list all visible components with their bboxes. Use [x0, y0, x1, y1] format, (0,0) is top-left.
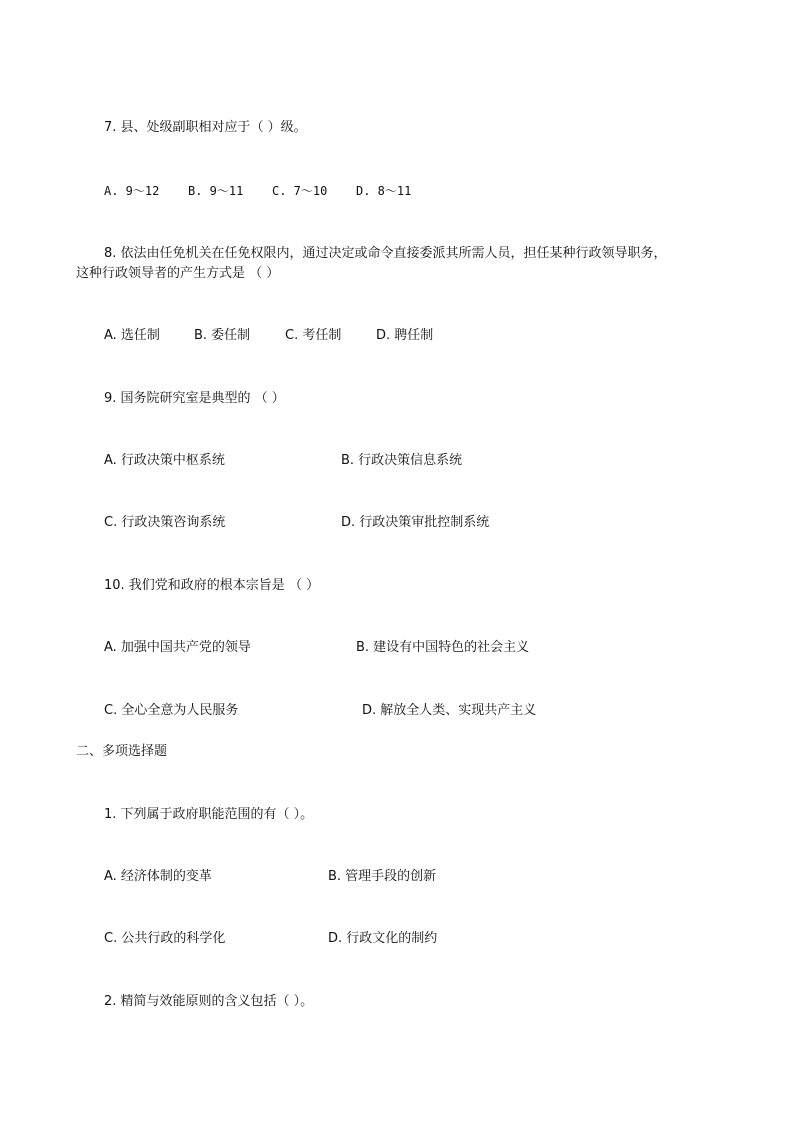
question-7-option-a: A. 9～12: [104, 184, 160, 198]
question-7-option-b: B. 9～11: [188, 184, 244, 198]
question-8-option-a: A. 选任制: [104, 328, 160, 343]
question-9-option-a: A. 行政决策中枢系统: [104, 453, 225, 468]
question-8-stem-line-2: 这种行政领导者的产生方式是 （ ）: [76, 266, 280, 281]
question-9-stem: 9. 国务院研究室是典型的 （ ）: [104, 391, 285, 406]
question-10-option-b: B. 建设有中国特色的社会主义: [356, 640, 530, 655]
question-8-option-b: B. 委任制: [194, 328, 251, 343]
multi-question-1-option-c: C. 公共行政的科学化: [104, 931, 226, 946]
question-9-option-b: B. 行政决策信息系统: [341, 453, 463, 468]
question-7-option-d: D. 8～11: [356, 184, 412, 198]
multi-question-2-stem: 2. 精简与效能原则的含义包括（ ）。: [104, 994, 314, 1009]
multi-question-1-stem: 1. 下列属于政府职能范围的有（ ）。: [104, 807, 314, 822]
question-10-option-c: C. 全心全意为人民服务: [104, 703, 239, 718]
multi-question-1-option-d: D. 行政文化的制约: [328, 931, 438, 946]
question-7-stem: 7. 县、处级副职相对应于（ ）级。: [104, 120, 307, 135]
multi-question-1-option-b: B. 管理手段的创新: [328, 869, 437, 884]
question-8-stem-line-1: 8. 依法由任免机关在任免权限内，通过决定或命令直接委派其所需人员，担任某种行政领导职务，: [104, 246, 667, 261]
question-10-option-a: A. 加强中国共产党的领导: [104, 640, 251, 655]
multi-question-1-option-a: A. 经济体制的变革: [104, 869, 212, 884]
question-8-option-d: D. 聘任制: [376, 328, 434, 343]
question-7-option-c: C. 7～10: [272, 184, 328, 198]
question-9-option-d: D. 行政决策审批控制系统: [341, 515, 490, 530]
question-10-option-d: D. 解放全人类、实现共产主义: [362, 703, 537, 718]
question-9-option-c: C. 行政决策咨询系统: [104, 515, 226, 530]
question-8-option-c: C. 考任制: [285, 328, 342, 343]
section-heading-multiple-choice: 二、多项选择题: [76, 744, 168, 759]
question-10-stem: 10. 我们党和政府的根本宗旨是 （ ）: [104, 578, 320, 593]
